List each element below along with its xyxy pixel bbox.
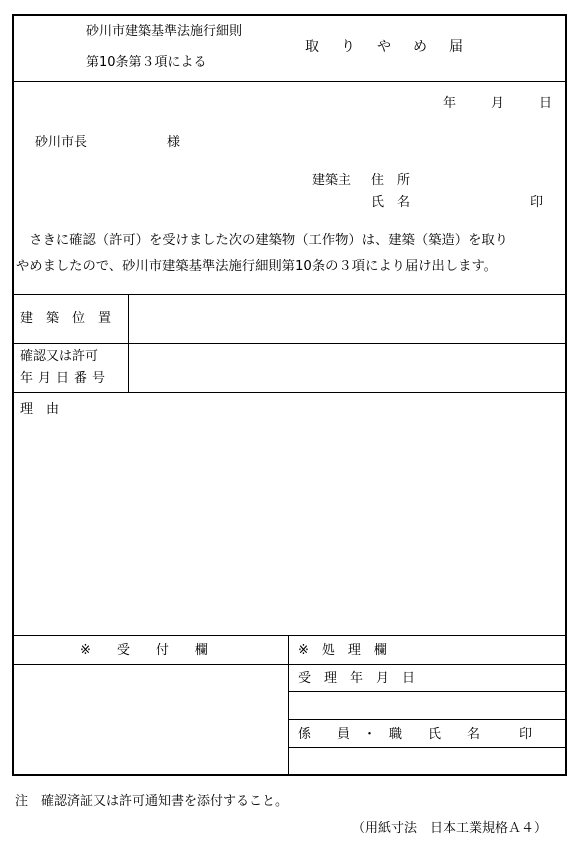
reason-field[interactable] — [14, 394, 565, 634]
permit-field[interactable] — [129, 345, 565, 391]
seal-mark: 印 — [530, 195, 544, 210]
processing-header: ※ 処 理 欄 — [298, 643, 387, 658]
location-label: 建 築 位 置 — [20, 311, 112, 326]
staff-divider — [289, 747, 566, 748]
regulation-line-2: 第10条第３項による — [86, 55, 207, 70]
header-divider — [13, 81, 566, 82]
receipt-date-divider — [289, 691, 566, 692]
applicant-role: 建築主 — [312, 173, 352, 188]
statement-line-1: さきに確認（許可）を受けました次の建築物（工作物）は、建築（築造）を取り — [16, 233, 508, 248]
attachment-note: 注 確認済証又は許可通知書を添付すること。 — [15, 794, 289, 809]
intake-header: ※ 受 付 欄 — [80, 643, 208, 658]
receipt-date-label: 受 理 年 月 日 — [298, 671, 416, 686]
reason-label: 理 由 — [20, 402, 60, 417]
location-field[interactable] — [129, 296, 565, 342]
reason-divider — [13, 635, 566, 636]
reception-header-divider — [13, 664, 566, 665]
date-line: 年 月 日 — [443, 96, 556, 111]
name-label: 氏 名 — [371, 195, 411, 210]
addressee-honorific: 様 — [167, 135, 181, 150]
address-label: 住 所 — [371, 173, 411, 188]
permit-label-line-2: 年月日番号 — [20, 371, 111, 386]
paper-size-note: （用紙寸法 日本工業規格Ａ４） — [352, 821, 548, 836]
location-divider — [13, 343, 566, 344]
reception-column-divider — [288, 635, 289, 775]
staff-field[interactable] — [290, 749, 565, 774]
receipt-date-field[interactable] — [290, 693, 565, 717]
regulation-line-1: 砂川市建築基準法施行細則 — [86, 24, 243, 39]
permit-divider — [13, 392, 566, 393]
form-title: 取 り や め 届 — [305, 39, 467, 55]
label-column-divider — [128, 294, 129, 392]
statement-line-2: やめましたので、砂川市建築基準法施行細則第10条の３項により届け出します。 — [16, 259, 497, 274]
staff-label: 係 員 ・ 職 氏 名 印 — [298, 727, 533, 742]
intake-field[interactable] — [14, 666, 286, 774]
statement-divider — [13, 294, 566, 295]
addressee-name: 砂川市長 — [35, 135, 88, 150]
receipt-blank-divider — [289, 719, 566, 720]
permit-label-line-1: 確認又は許可 — [20, 349, 99, 364]
